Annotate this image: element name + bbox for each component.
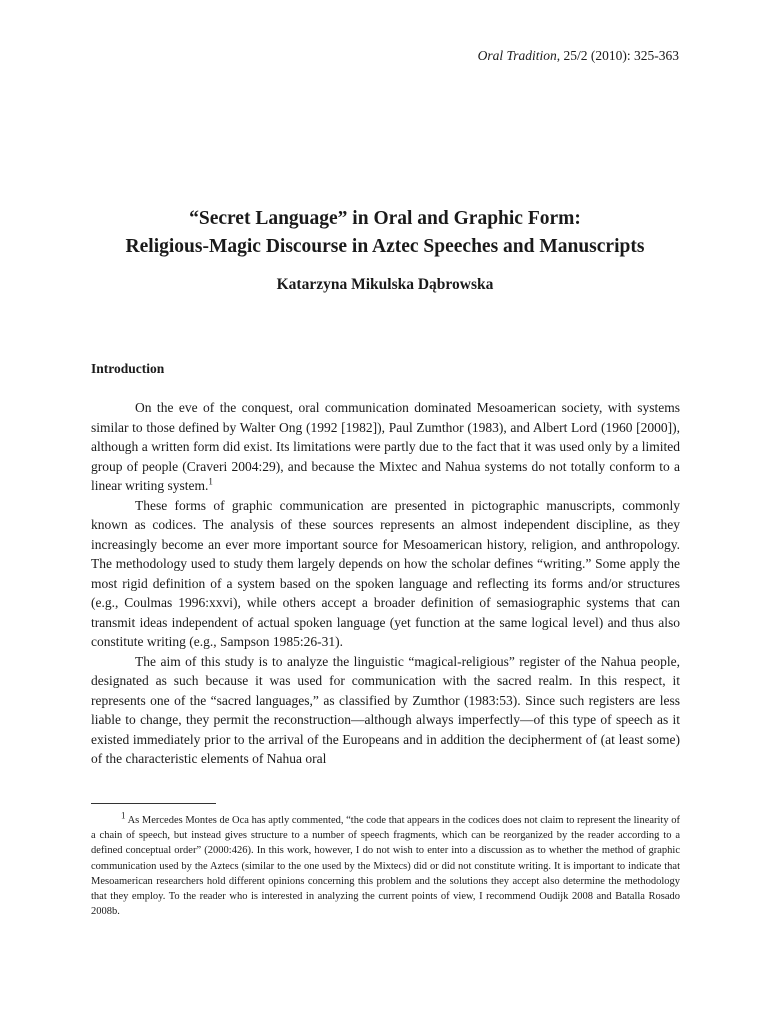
paragraph-text: On the eve of the conquest, oral communication dominated Mesoamerican society, with systems similar to those defined by Walter Ong (1992 [1982]), Paul Zumthor (1983), and Albert Lord (1960 [2000]), although a written form did exist. Its limitations were partly due to the fact that it was used only by a limited group of people (Craveri 2004:29), and because the Mixtec and Nahua systems do not totally conform to a linear writing system. [91, 400, 680, 493]
author-name: Katarzyna Mikulska Dąbrowska [276, 276, 494, 293]
section-heading: Introduction [91, 361, 165, 376]
title-line-1: “Secret Language” in Oral and Graphic Form: [189, 208, 581, 229]
footnote [91, 810, 680, 919]
title-line-2: Religious-Magic Discourse in Aztec Speeches and Manuscripts [125, 236, 645, 257]
footnote-text: As Mercedes Montes de Oca has aptly commented, “the code that appears in the codices does not claim to represent the linearity of a chain of speech, but instead gives structure to a number of speech fragments, which can be reorganized by the reader according to a defined conceptual order” (2000:426). In this work, however, I do not wish to enter into a discussion as to whether the method of graphic communication used by the Aztecs (similar to the one used by the Mixtecs) did or did not constitute writing. It is important to indicate that Mesoamerican researchers hold different opinions concerning this problem and the solutions they accept also determine the methodology that they employ. To the reader who is interested in analyzing the current points of view, I recommend Oudijk 2008 and Batalla Rosado 2008b. [91, 815, 680, 918]
footnote-number: 1 [121, 810, 126, 821]
article-title [0, 205, 770, 261]
journal-name: Oral Tradition [477, 48, 557, 63]
body-text [91, 398, 680, 769]
footnote-divider [91, 803, 216, 804]
issue-info: , 25/2 (2010): 325-363 [556, 48, 679, 63]
paragraph: These forms of graphic communication are presented in pictographic manuscripts, commonly known as codices. The analysis of these sources represents an almost independent discipline, as they increasingly become an ever more important source for Mesoamerican history, religion, and anthropology. The methodology used to study them largely depends on how the scholar defines “writing.” Some apply the most rigid definition of a system based on the spoken language and reflecting its forms and/or structures (e.g., Coulmas 1996:xxvi), while others accept a broader definition of semasiographic systems that can transmit ideas independent of actual spoken language (yet function at the same logical level) and thus also constitute writing (e.g., Sampson 1985:26-31). [91, 497, 680, 649]
running-header [478, 48, 679, 64]
paragraph: The aim of this study is to analyze the linguistic “magical-religious” register of the Nahua people, designated as such because it was used for communication with the sacred realm. In this respect, it represents one of the “sacred languages,” as classified by Zumthor (1983:53). Since such registers are less liable to change, they permit the reconstruction—although always imperfectly—of this type of speech as it existed immediately prior to the arrival of the Europeans and in addition the decipherment of (at least some) of the characteristic elements of Nahua oral [91, 653, 680, 766]
footnote-marker[interactable]: 1 [208, 476, 213, 487]
footnote-paragraph [91, 810, 680, 919]
paragraph [91, 398, 680, 496]
